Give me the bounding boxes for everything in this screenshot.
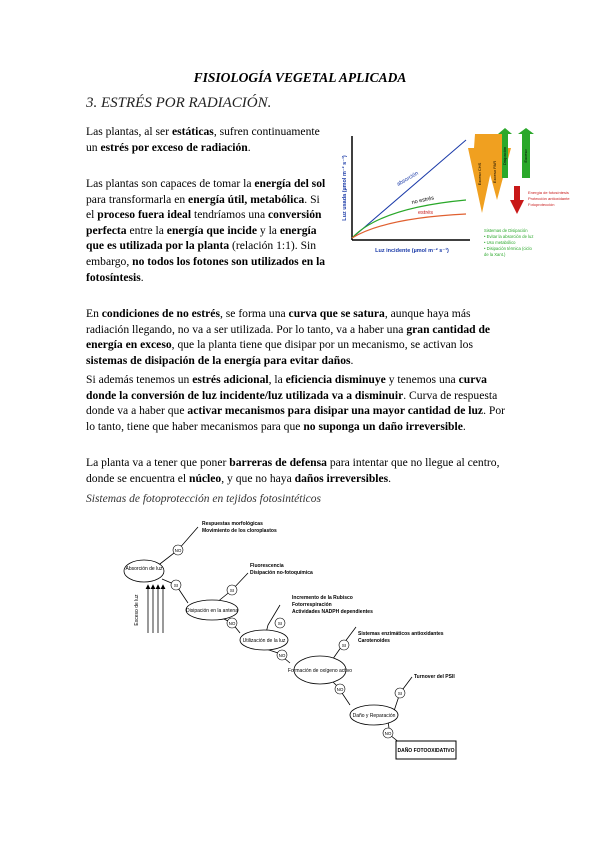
decision-7-label: SI bbox=[341, 643, 347, 648]
paragraph-1: Las plantas, al ser estáticas, sufren continuamente un estrés por exceso de radiación. bbox=[86, 125, 320, 154]
absorption-label: absorción bbox=[396, 170, 420, 188]
section-heading: 3. ESTRÉS POR RADIACIÓN. bbox=[86, 95, 272, 111]
decision-8-label: NO bbox=[336, 687, 344, 692]
arrow-label-3: Disipación bbox=[502, 146, 507, 166]
red-legend-1: Energía de fotosíntesis bbox=[528, 190, 569, 195]
green-legend-4: • Disipación térmica (ciclo bbox=[484, 246, 532, 251]
x-axis-label: Luz incidente (µmol m⁻² s⁻¹) bbox=[375, 248, 449, 254]
stress-curve bbox=[352, 214, 466, 238]
note-7: Actividades NADPH dependientes bbox=[292, 609, 373, 615]
paragraph-2: Las plantas son capaces de tomar la energía del sol para transformarla en energía útil, metabólica. Si el proceso fuera ideal tendríamos una conversión perfecta entre la energía que incide y la energía que es utilizada por la planta (relación 1:1). Sin embargo, no todos los fotones son utilizados en la fotosíntesis. bbox=[86, 177, 326, 284]
decision-2-label: SI bbox=[173, 583, 179, 588]
decision-9-label: SI bbox=[397, 691, 403, 696]
green-legend-5: de la Xant.) bbox=[484, 252, 506, 257]
note-4: Disipación no-fotoquímica bbox=[250, 570, 313, 576]
green-legend-3: • Uso metabólico bbox=[484, 240, 516, 245]
node-repair-label: Daño y Reparación bbox=[352, 713, 396, 719]
green-legend-2: • Evitar la absorción de luz bbox=[484, 234, 534, 239]
decision-4-label: NO bbox=[228, 621, 236, 626]
node-final-damage-label: DAÑO FOTOOXIDATIVO bbox=[397, 748, 455, 754]
green-legend-1: Sistemas de Disipación bbox=[484, 228, 528, 233]
red-legend-2: Protección antioxidante bbox=[528, 196, 570, 201]
node-utilization-label: Utilización de la luz bbox=[242, 638, 286, 644]
photoprotection-diagram bbox=[120, 515, 480, 765]
no-stress-label: no estrés bbox=[411, 195, 435, 206]
note-8: Sistemas enzimáticos antioxidantes bbox=[358, 631, 444, 637]
decision-6-label: NO bbox=[278, 653, 286, 658]
note-6: Fotorrespiración bbox=[292, 602, 332, 608]
node-absorption-label: Absorción de luz bbox=[125, 566, 163, 572]
note-10: Turnover del PSII bbox=[414, 674, 455, 680]
note-9: Carotenoides bbox=[358, 638, 390, 644]
node-oxygen-label: Formación de oxígeno activo bbox=[287, 668, 353, 674]
decision-1-label: NO bbox=[174, 548, 182, 553]
decision-10-label: NO bbox=[384, 731, 392, 736]
note-3: Fluorescencia bbox=[250, 563, 284, 569]
decision-3-label: SI bbox=[229, 588, 235, 593]
arrow-label-1: Exceso CHS bbox=[477, 162, 482, 186]
note-2: Movimiento de los cloroplastos bbox=[202, 528, 277, 534]
document-title: FISIOLOGÍA VEGETAL APLICADA bbox=[193, 70, 407, 85]
decision-5-label: SI bbox=[277, 621, 283, 626]
excess-light-axis-label: Exceso de luz bbox=[134, 594, 140, 626]
paragraph-5: La planta va a tener que poner barreras de defensa para intentar que no llegue al centro, donde se encuentra el núcleo, y que no haya daños irreversibles. bbox=[86, 456, 500, 485]
light-response-figure bbox=[340, 128, 570, 278]
note-1: Respuestas morfológicas bbox=[202, 521, 263, 527]
red-legend-3: Fotoprotección bbox=[528, 202, 555, 207]
figure-subtitle: Sistemas de fotoprotección en tejidos fotosintéticos bbox=[86, 493, 321, 505]
no-stress-curve bbox=[352, 200, 466, 238]
red-arrow bbox=[510, 186, 524, 214]
stress-label: estrés bbox=[418, 210, 433, 216]
absorption-line bbox=[352, 140, 466, 238]
paragraph-4: Si además tenemos un estrés adicional, la eficiencia disminuye y tenemos una curva donde la conversión de luz incidente/luz utilizada va a disminuir. Curva de respuesta donde va a haber que activar mecanismos para disipar una mayor cantidad de luz. Por lo tanto, tiene que haber mecanismos para que no suponga un daño irreversible. bbox=[86, 373, 505, 433]
node-antenna-label: Disipación en la antena bbox=[186, 608, 238, 614]
arrow-label-4: Exceso bbox=[523, 149, 528, 163]
note-5: Incremento de la Rubisco bbox=[292, 595, 353, 601]
paragraph-3: En condiciones de no estrés, se forma una curva que se satura, aunque haya más radiación llegando, no va a ser utilizada. Por lo tanto, va a haber una gran cantidad de energía en exceso, que la planta tiene que disipar por un mecanismo, se activan los sistemas de disipación de la energía para evitar daños. bbox=[86, 307, 491, 367]
y-axis-label: Luz usada (µmol m⁻² s⁻¹) bbox=[342, 155, 348, 221]
arrow-label-2: Exceso PAR bbox=[492, 160, 497, 184]
